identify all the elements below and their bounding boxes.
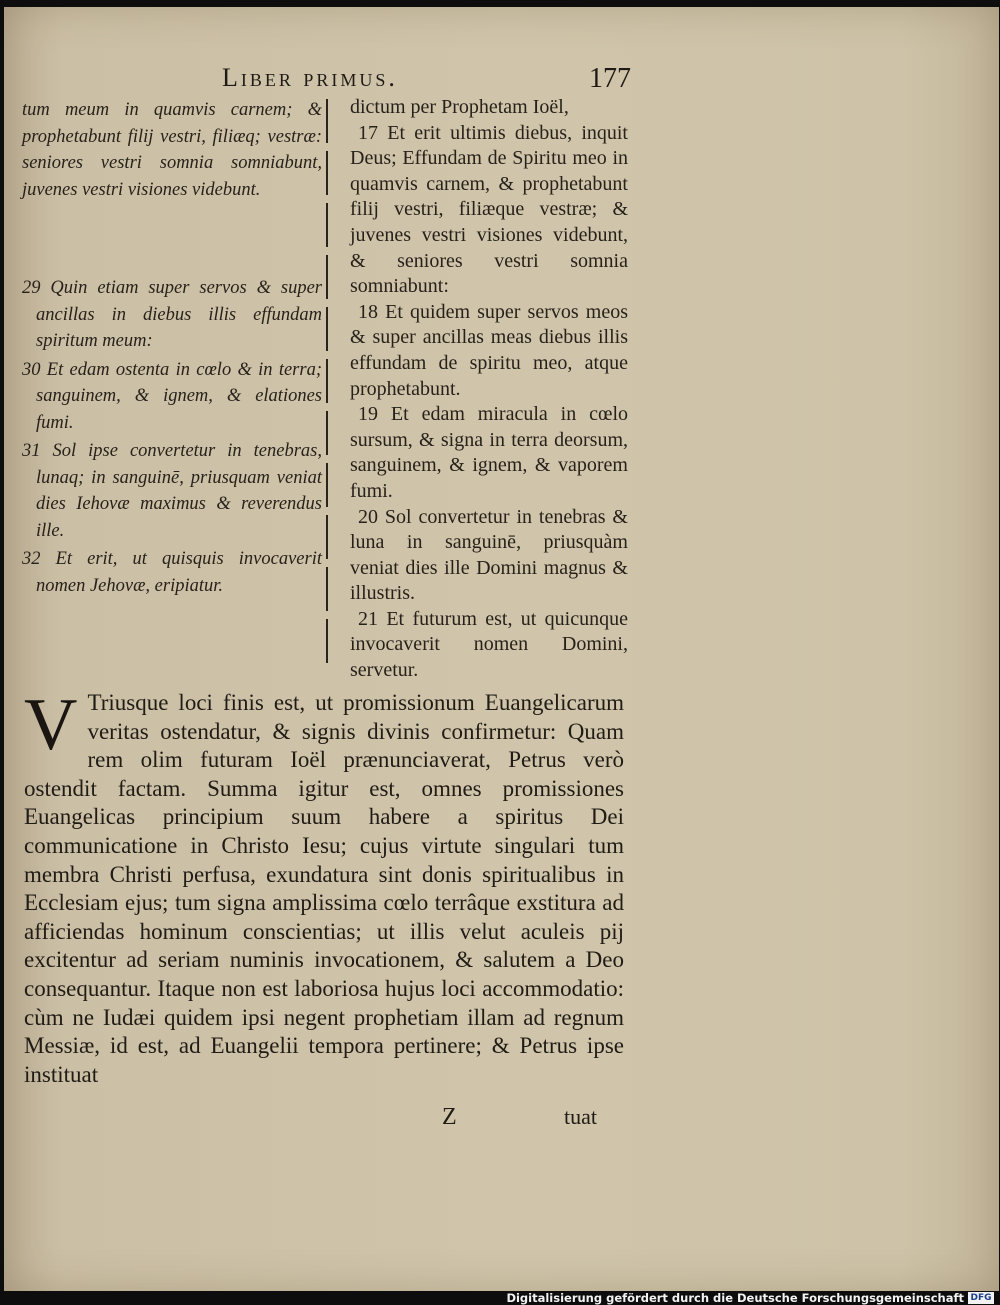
column-gap	[22, 203, 322, 275]
verse-28-continuation: tum meum in quamvis carnem; & prophetabunt filij vestri, filiæq; vestræ: seniores vestri somnia somniabunt, juvenes vestri visiones videbunt.	[22, 100, 322, 200]
verse-31: 31 Sol ipse convertetur in tenebras, lunaq; in sanguinē, priusquam veniat dies Iehovæ maximus & reverendus ille.	[22, 441, 322, 541]
dfg-logo-icon: DFG	[968, 1292, 994, 1304]
verse-21: 21 Et futurum est, ut quicunque invocaverit nomen Domini, servetur.	[350, 607, 628, 682]
page-number: 177	[589, 63, 631, 94]
verse-30: 30 Et edam ostenta in cœlo & in terra; sanguinem, & ignem, & elationes fumi.	[22, 359, 322, 433]
book-page	[4, 7, 999, 1291]
commentary-text: Triusque loci finis est, ut promissionum Euangelicarum veritas ostendatur, & signis divinis confirmetur: Quam rem olim futuram Ioël prænunciaverat, Petrus verò ostendit factam. Summa igitur est, omnes promissiones Euangelicas principium suum habere a spiritus Dei communicatione in Christo Iesu; cujus virtute singulari tum membra Christi perfusa, exundatura sint donis spiritualibus in Ecclesiam ejus; tum signa amplissima cœlo terrâque exstitura ad afficiendas hominum conscientias; ut illis velut aculeis pij excitentur ad seriam numinis invocationem, & salutem a Deo consequantur. Itaque non est laboriosa hujus loci accommodatio: cùm ne Iudæi quidem ipsi negent prophetiam illam ad regnum Messiæ, id est, ad Euangelii tempora pertinere; & Petrus ipse instituat	[24, 690, 624, 1087]
verse-19: 19 Et edam miracula in cœlo sursum, & signa in terra deorsum, sanguinem, & ignem, & vaporem fumi.	[350, 403, 628, 502]
verse-intro: dictum per Prophetam Ioël,	[350, 96, 569, 118]
verse-20: 20 Sol convertetur in tenebras & luna in sanguinē, priusquàm veniat dies ille Domini magnus & illustris.	[350, 505, 628, 605]
right-column-translation	[350, 95, 628, 684]
signature-mark: Z	[442, 1104, 457, 1130]
verse-29: 29 Quin etiam super servos & super ancillas in diebus illis effundam spiritum meum:	[22, 278, 322, 351]
catchword: tuat	[564, 1104, 597, 1129]
verse-18: 18 Et quidem super servos meos & super ancillas meas diebus illis effundam de spiritu meo, atque prophetabunt.	[350, 300, 628, 400]
funding-credit: Digitalisierung gefördert durch die Deutsche Forschungsgemeinschaft	[506, 1291, 964, 1305]
column-divider	[326, 99, 328, 669]
running-title: Liber primus.	[222, 63, 398, 92]
drop-cap: V	[24, 684, 78, 766]
commentary-paragraph	[24, 684, 624, 1089]
footer-bar	[0, 1291, 1000, 1305]
verse-17: 17 Et erit ultimis diebus, inquit Deus; Effundam de Spiritu meo in quamvis carnem, & prophetabunt filij vestri, filiæque vestræ; & juvenes vestri visiones videbunt, & seniores vestri somnia somniabunt:	[350, 121, 628, 298]
verse-32: 32 Et erit, ut quisquis invocaverit nomen Jehovæ, eripiatur.	[22, 549, 322, 596]
left-column-translation	[22, 97, 322, 599]
